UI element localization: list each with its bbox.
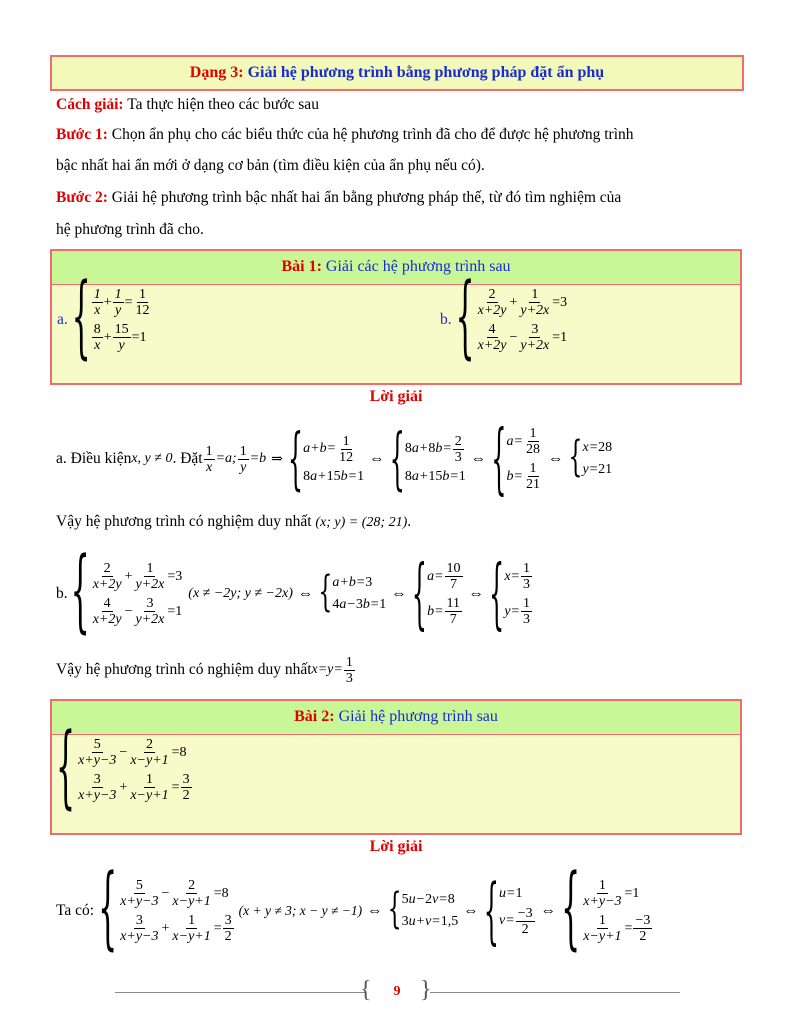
section-label: Dạng 3: — [189, 64, 244, 81]
step2-line1: Bước 2: Giải hệ phương trình bậc nhất hai ẩn bằng phương pháp thế, từ đó tìm nghiệm của — [56, 189, 622, 206]
step1-line1: Bước 1: Chọn ẩn phụ cho các biểu thức của hệ phương trình đã cho để được hệ phương trình — [56, 126, 634, 143]
exercise-2-header: Bài 2: Giải hệ phương trình sau — [52, 701, 740, 735]
method-intro: Cách giải: Ta thực hiện theo các bước sau — [56, 96, 319, 113]
page-number: 9 — [393, 984, 401, 999]
step2-line2: hệ phương trình đã cho. — [56, 221, 204, 238]
footer-line-right — [430, 992, 680, 993]
solution-2: Ta có: { $\frac{5}{x+y-3}$ − $\frac{2}{x-y+1}$ =8 $\frac{3}{x+y-3}$ + $\frac{1}{x-y+1}$ = $\frac{3}{2}$ (x + y ≠ 3; x − y ≠ −1) ⇔ { 5 u− 2 v= 8 3 u+v= 1,5 ⇔ { u= 1 v= $\frac{-3}{2}$ ⇔ { $\frac{1}{x+y-3}$ =1 $\frac{1}{x-y+1}$ = $\frac{-3}{2}$ — [56, 857, 651, 962]
exercise-2-box — [50, 699, 742, 835]
footer-bracket-left: { — [360, 977, 372, 1003]
solution-1b: b. { $\frac{2}{x+2y}$ + $\frac{1}{y+2x}$ =3 $\frac{4}{x+2y}$ − $\frac{3}{y+2x}$ =1 (x ≠ −2y; y ≠ −2x) ⇔ { a+b= 3 4 a− 3 b= 1 ⇔ { a= $\frac{10}{7}$ b= $\frac{11}{7}$ ⇔ { x= $\frac{1}{3}$ y= $\frac{1}{3}$ — [56, 540, 530, 645]
exercise-1-header: Bài 1: Giải các hệ phương trình sau — [52, 251, 740, 285]
section-title: Giải hệ phương trình bằng phương pháp đặt ẩn phụ — [247, 64, 605, 81]
step1-line2: bậc nhất hai ẩn mới ở dạng cơ bản (tìm điều kiện của ẩn phụ nếu có). — [56, 157, 485, 174]
footer-line-left — [115, 992, 365, 993]
solution-2-title: Lời giải — [369, 838, 423, 855]
exercise-2: { $\frac{5}{x+y-3}$ − $\frac{2}{x-y+1}$ =8 $\frac{3}{x+y-3}$ + $\frac{1}{x-y+1}$ = $\frac{3}{2}$ — [56, 716, 190, 821]
section-header — [50, 55, 744, 91]
exercise-1a: a. { $\frac{1}{x}$ + $\frac{1}{y}$ = $\frac{1}{12}$ $\frac{8}{x}$ + $\frac{15}{y}$ =1 — [57, 266, 150, 371]
exercise-1-box — [50, 249, 742, 385]
solution-1a: a. Điều kiện x, y ≠ 0 . Đặt $\frac{1}{x}$ =a; $\frac{1}{y}$ =b ⇒ { a+b= $\frac{1}{12}$ 8 a+ 15 b= 1 ⇔ { 8 a+ 8 b= $\frac{2}{3}$ 8 a+ 15 b= 1 ⇔ { a= $\frac{1}{28}$ b= $\frac{1}{21}$ ⇔ { x= 28 y= 21 — [56, 414, 613, 504]
footer-bracket-right: } — [420, 977, 432, 1003]
conclusion-1b: Vậy hệ phương trình có nghiệm duy nhất x=y= $\frac{1}{3}$ — [56, 654, 353, 686]
solution-1-title: Lời giải — [369, 388, 423, 405]
exercise-1b: b. { $\frac{2}{x+2y}$ + $\frac{1}{y+2x}$ =3 $\frac{4}{x+2y}$ − $\frac{3}{y+2x}$ =1 — [440, 266, 568, 371]
conclusion-1a: Vậy hệ phương trình có nghiệm duy nhất (x; y) = (28; 21). — [56, 513, 412, 530]
